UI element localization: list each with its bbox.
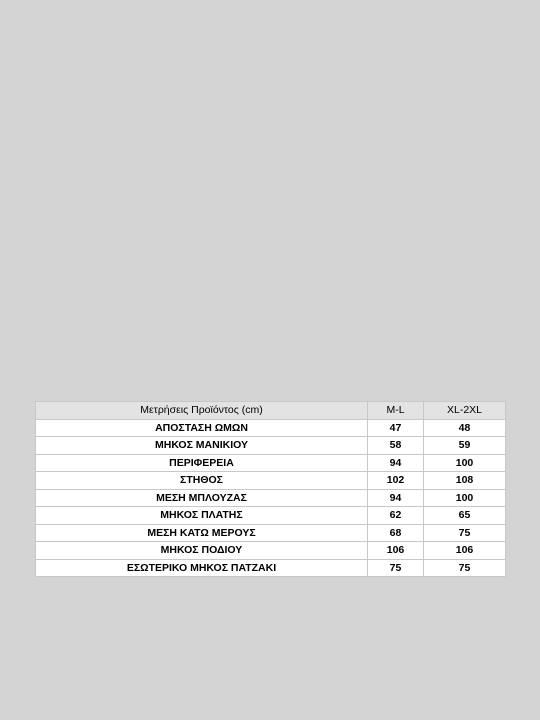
value-xl-2xl: 106 — [424, 542, 506, 560]
value-m-l: 94 — [368, 454, 424, 472]
measurement-name: ΕΣΩΤΕΡΙΚΟ ΜΗΚΟΣ ΠΑΤΖΑΚΙ — [36, 559, 368, 577]
header-size-xl-2xl: XL-2XL — [424, 402, 506, 420]
measurement-name: ΜΗΚΟΣ ΜΑΝΙΚΙΟΥ — [36, 437, 368, 455]
table-row — [36, 489, 506, 507]
value-xl-2xl: 75 — [424, 559, 506, 577]
header-size-m-l: M-L — [368, 402, 424, 420]
table-row — [36, 437, 506, 455]
measurement-name: ΜΕΣΗ ΜΠΛΟΥΖΑΣ — [36, 489, 368, 507]
value-m-l: 58 — [368, 437, 424, 455]
table-row — [36, 559, 506, 577]
value-m-l: 47 — [368, 419, 424, 437]
table-row — [36, 419, 506, 437]
value-xl-2xl: 65 — [424, 507, 506, 525]
value-xl-2xl: 59 — [424, 437, 506, 455]
value-m-l: 68 — [368, 524, 424, 542]
measurement-name: ΣΤΗΘΟΣ — [36, 472, 368, 490]
value-m-l: 94 — [368, 489, 424, 507]
measurement-name: ΑΠΟΣΤΑΣΗ ΩΜΩΝ — [36, 419, 368, 437]
table-row — [36, 472, 506, 490]
measurement-name: ΜΕΣΗ ΚΑΤΩ ΜΕΡΟΥΣ — [36, 524, 368, 542]
value-xl-2xl: 48 — [424, 419, 506, 437]
value-m-l: 75 — [368, 559, 424, 577]
value-xl-2xl: 108 — [424, 472, 506, 490]
table-header-row — [36, 402, 506, 420]
table-row — [36, 454, 506, 472]
value-m-l: 106 — [368, 542, 424, 560]
value-m-l: 62 — [368, 507, 424, 525]
value-xl-2xl: 100 — [424, 489, 506, 507]
measurement-name: ΜΗΚΟΣ ΠΛΑΤΗΣ — [36, 507, 368, 525]
size-chart-table — [35, 401, 506, 577]
header-measurement: Μετρήσεις Προϊόντος (cm) — [36, 402, 368, 420]
table-row — [36, 507, 506, 525]
value-xl-2xl: 75 — [424, 524, 506, 542]
table-row — [36, 542, 506, 560]
measurement-name: ΜΗΚΟΣ ΠΟΔΙΟΥ — [36, 542, 368, 560]
value-m-l: 102 — [368, 472, 424, 490]
value-xl-2xl: 100 — [424, 454, 506, 472]
measurement-name: ΠΕΡΙΦΕΡΕΙΑ — [36, 454, 368, 472]
table-row — [36, 524, 506, 542]
